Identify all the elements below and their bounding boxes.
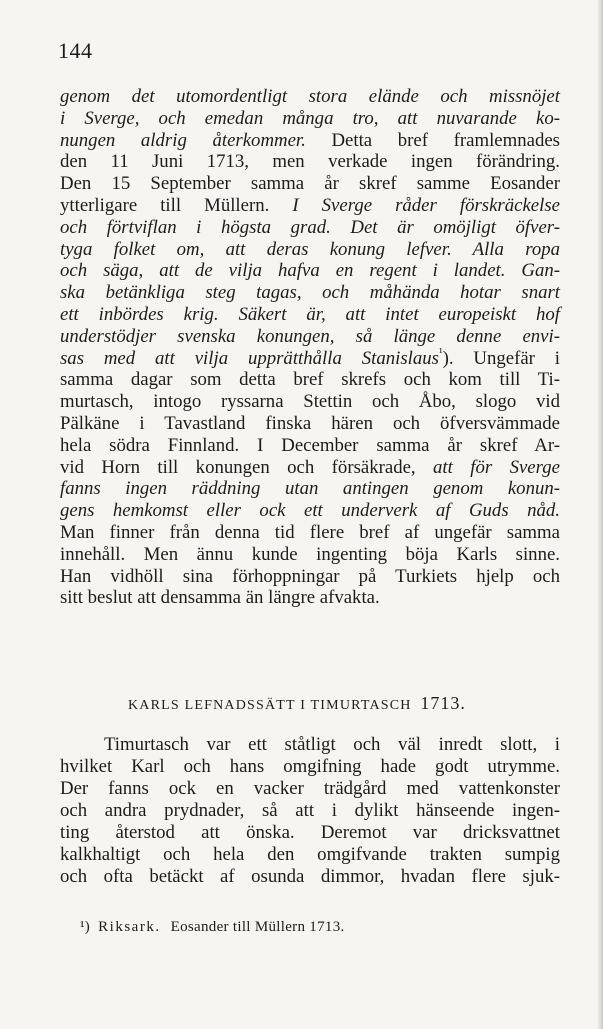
text-run: Man finner från denna tid flere bref af ungefär samma (60, 521, 560, 543)
text-line (60, 756, 560, 778)
text-run: kalkhaltigt och hela den omgifvande trakten sumpig (60, 844, 560, 865)
text-run: Detta bref framlemnades (305, 129, 560, 151)
text-run: fanns ingen räddning utan antingen genom konun- (60, 478, 560, 500)
text-line (60, 435, 560, 457)
text-run: gens hemkomst eller ock ett underverk af Guds nåd. (60, 500, 560, 522)
text-run: innehåll. Men ännu kunde ingenting böja Karls sinne. (60, 543, 560, 565)
text-run: Han vidhöll sina förhoppningar på Turkiets hjelp och (60, 565, 560, 587)
text-line (60, 544, 560, 566)
text-line (60, 108, 560, 130)
text-line (60, 500, 560, 522)
paragraph-2 (60, 734, 560, 888)
footnote-ref: ¹ (438, 345, 443, 360)
text-line (60, 778, 560, 800)
text-run: murtasch, intogo ryssarna Stettin och Åbo, slogo vid (60, 391, 560, 413)
paragraph-1 (60, 86, 560, 609)
footnote (80, 919, 345, 936)
text-run: att för Sverge (433, 456, 560, 478)
text-run: i Sverge, och emedan många tro, att nuvarande ko- (60, 107, 560, 129)
section-heading-year: 1713. (420, 693, 466, 713)
text-line (60, 413, 560, 435)
page-number: 144 (58, 38, 93, 63)
text-run: Den 15 September samma år skref samme Eosander (60, 173, 560, 195)
text-line (60, 130, 560, 152)
text-line (60, 391, 560, 413)
text-run: den 11 Juni 1713, men verkade ingen förändring. (60, 151, 560, 173)
text-run: hvilket Karl och hans omgifning hade godt utrymme. (60, 756, 560, 777)
text-line (60, 173, 560, 195)
text-line (60, 151, 560, 173)
text-line (60, 195, 560, 217)
text-line (60, 369, 560, 391)
text-line (60, 282, 560, 304)
text-run: Timurtasch var ett ståtligt och väl inredt slott, i (104, 734, 560, 755)
footnote-source: Riksark. (98, 919, 161, 935)
section-heading (128, 693, 466, 714)
text-run: ett inbördes krig. Säkert är, att intet europeiskt hof (60, 303, 560, 325)
text-run: sitt beslut att densamma än längre afvakta. (60, 587, 380, 609)
text-line (60, 217, 560, 239)
text-run: och andra prydnader, så att i dylikt hänseende ingen- (60, 800, 560, 821)
text-line (60, 345, 560, 370)
footnote-marker: ¹) (80, 919, 91, 935)
section-heading-title: KARLS LEFNADSSÄTT I TIMURTASCH (128, 698, 412, 713)
text-line (60, 866, 560, 888)
text-line (60, 800, 560, 822)
text-line (60, 86, 560, 108)
footnote-text: Eosander till Müllern 1713. (170, 919, 345, 935)
text-line (60, 522, 560, 544)
text-run: Pälkäne i Tavastland finska hären och öfversvämmade (60, 412, 560, 434)
text-line (60, 844, 560, 866)
text-run: ytterligare till Müllern. (60, 194, 293, 216)
text-run: ska betänkliga steg tagas, och måhända hotar snart (60, 282, 560, 304)
text-line (60, 734, 560, 756)
text-line (60, 478, 560, 500)
text-run: I Sverge råder förskräckelse (292, 194, 560, 216)
text-run: tyga folket om, att deras konung lefver. Alla ropa (60, 238, 560, 260)
text-line (60, 326, 560, 348)
text-run: ting återstod att önska. Deremot var dricksvattnet (60, 822, 560, 843)
text-line (60, 566, 560, 588)
text-run: ). Ungefär i (442, 347, 560, 369)
text-run: nungen aldrig återkommer. (60, 129, 306, 151)
text-line (60, 239, 560, 261)
text-line (60, 587, 560, 609)
page-edge-shadow (597, 0, 603, 1029)
text-run: sas med att vilja upprätthålla Stanislaus (60, 347, 439, 369)
text-run: och förtviflan i högsta grad. Det är omöjligt öfver- (60, 216, 560, 238)
text-run: vid Horn till konungen och försäkrade, (60, 456, 434, 478)
text-run: genom det utomordentligt stora elände och missnöjet (60, 86, 560, 107)
text-run: hela södra Finnland. I December samma år skref Ar- (60, 434, 560, 456)
text-run: understödjer svenska konungen, så länge denne envi- (60, 325, 560, 347)
text-line (60, 822, 560, 844)
text-run: och säga, att de vilja hafva en regent i landet. Gan- (60, 260, 560, 282)
text-line (60, 457, 560, 479)
text-run: och ofta betäckt af osunda dimmor, hvadan flere sjuk- (60, 866, 560, 887)
text-run: Der fanns ock en vacker trädgård med vattenkonster (60, 778, 560, 799)
text-run: samma dagar som detta bref skrefs och kom till Ti- (60, 369, 560, 391)
text-line (60, 260, 560, 282)
text-line (60, 304, 560, 326)
